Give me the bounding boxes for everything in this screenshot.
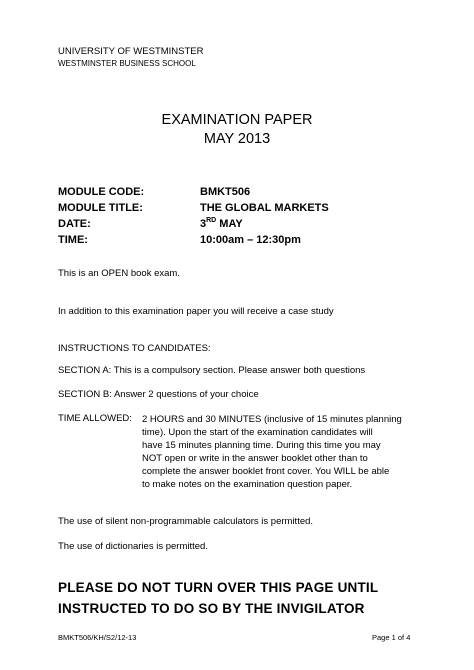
footer-document-code: BMKT506/KH/S2/12-13 — [58, 633, 137, 642]
exam-session: MAY 2013 — [203, 131, 271, 147]
time-allowed-line: time). Upon the start of the examination candidates will — [142, 427, 373, 438]
dictionary-policy: The use of dictionaries is permitted. — [58, 541, 208, 552]
module-code-label: MODULE CODE: — [58, 186, 145, 198]
date-ordinal-suffix: RD — [206, 217, 217, 224]
time-allowed-line: to make notes on the examination question paper. — [142, 479, 353, 490]
open-book-notice: This is an OPEN book exam. — [58, 268, 180, 279]
time-allowed-line: have 15 minutes planning time. During this time you may — [142, 440, 381, 451]
time-label: TIME: — [58, 234, 88, 246]
section-a-instruction: SECTION A: This is a compulsory section. Please answer both questions — [58, 365, 366, 376]
module-code-value: BMKT506 — [200, 186, 251, 198]
time-value: 10:00am – 12:30pm — [200, 234, 301, 246]
case-study-notice: In addition to this examination paper you will receive a case study — [58, 306, 334, 317]
warning-line-2: INSTRUCTED TO DO SO BY THE INVIGILATOR — [58, 601, 365, 616]
section-b-instruction: SECTION B: Answer 2 questions of your choice — [58, 389, 259, 400]
instructions-heading: INSTRUCTIONS TO CANDIDATES: — [58, 343, 211, 354]
time-allowed-line: NOT open or write in the answer booklet other than to — [142, 453, 368, 464]
time-allowed-description — [142, 413, 432, 491]
time-allowed-line: complete the answer booklet front cover. You WILL be able — [142, 466, 390, 477]
calculator-policy: The use of silent non-programmable calculators is permitted. — [58, 516, 314, 527]
module-title-label: MODULE TITLE: — [58, 202, 143, 214]
exam-title: EXAMINATION PAPER — [161, 112, 313, 128]
time-allowed-line: 2 HOURS and 30 MINUTES (inclusive of 15 minutes planning — [142, 414, 402, 425]
time-allowed-label: TIME ALLOWED: — [58, 413, 132, 424]
date-label: DATE: — [58, 218, 91, 230]
date-value — [200, 218, 243, 230]
warning-line-1: PLEASE DO NOT TURN OVER THIS PAGE UNTIL — [58, 580, 379, 595]
footer-page-number: Page 1 of 4 — [372, 633, 411, 642]
module-title-value: THE GLOBAL MARKETS — [200, 202, 329, 214]
date-month: MAY — [216, 218, 243, 230]
school-name: WESTMINSTER BUSINESS SCHOOL — [58, 59, 196, 68]
date-day: 3 — [200, 218, 207, 230]
university-name: UNIVERSITY OF WESTMINSTER — [58, 46, 204, 57]
